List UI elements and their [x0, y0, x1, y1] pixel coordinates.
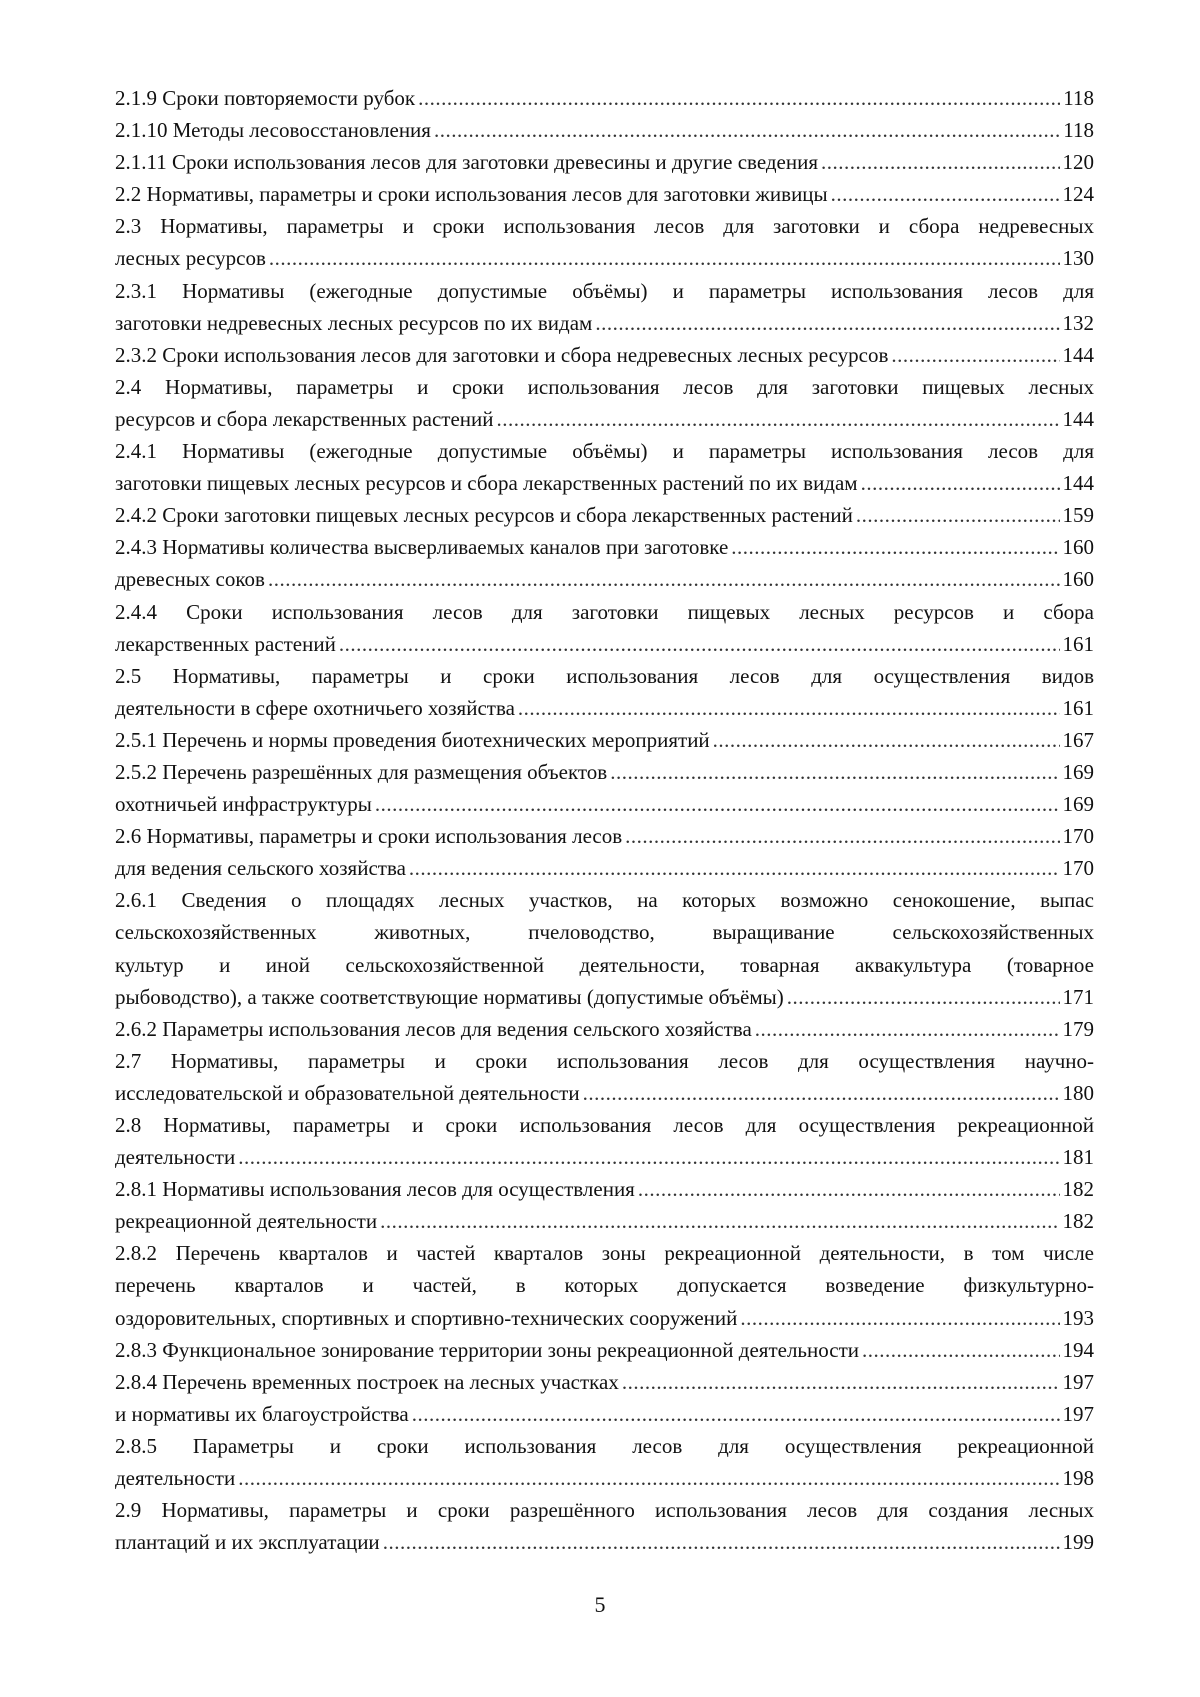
dot-leader [821, 146, 1060, 178]
toc-entry-line [115, 563, 1094, 595]
toc-page-number: 197 [1062, 1401, 1094, 1426]
toc-page-number: 169 [1062, 792, 1094, 817]
dot-leader [409, 852, 1060, 884]
toc-entry-line [115, 628, 1094, 660]
toc-entry-line [115, 1462, 1094, 1494]
toc-entry-text: и нормативы их благоустройства [115, 1401, 409, 1426]
toc-entry[interactable] [115, 1237, 1094, 1333]
toc-entry[interactable] [115, 1366, 1094, 1398]
toc-entry[interactable] [115, 1205, 1094, 1237]
toc-entry-text: перечень кварталов и частей, в которых допускается возведение физкультурно- [115, 1273, 1094, 1298]
toc-entry[interactable] [115, 531, 1094, 563]
toc-entry[interactable] [115, 852, 1094, 884]
dot-leader [583, 1077, 1060, 1109]
toc-entry-text: 2.4.4 Сроки использования лесов для заготовки пищевых лесных ресурсов и сбора [115, 599, 1094, 624]
toc-entry-text: рекреационной деятельности [115, 1209, 378, 1234]
toc-entry-line [115, 1366, 1094, 1398]
dot-leader [380, 1205, 1059, 1237]
toc-entry-text: 2.8.5 Параметры и сроки использования лесов для осуществления рекреационной [115, 1433, 1094, 1458]
toc-entry-line [115, 1302, 1094, 1334]
toc-entry[interactable] [115, 563, 1094, 595]
toc-entry[interactable] [115, 435, 1094, 499]
toc-entry-text: 2.1.11 Сроки использования лесов для заготовки древесины и другие сведения [115, 150, 818, 175]
toc-entry-text: рыбоводство), а также соответствующие нормативы (допустимые объёмы) [115, 984, 784, 1009]
page-number: 5 [594, 1592, 606, 1617]
dot-leader [625, 820, 1059, 852]
toc-entry-text: 2.7 Нормативы, параметры и сроки использования лесов для осуществления научно- [115, 1048, 1094, 1073]
toc-entry-line [115, 339, 1094, 371]
toc-entry-line [115, 756, 1094, 788]
toc-entry-text: 2.5.1 Перечень и нормы проведения биотехнических мероприятий [115, 727, 710, 752]
toc-entry[interactable] [115, 1045, 1094, 1109]
dot-leader [862, 1334, 1060, 1366]
dot-leader [339, 628, 1060, 660]
toc-page-number: 193 [1062, 1305, 1094, 1330]
toc-entry-text: 2.8.4 Перечень временных построек на лесных участках [115, 1369, 619, 1394]
toc-page-number: 170 [1062, 856, 1094, 881]
toc-page-number: 198 [1062, 1466, 1094, 1491]
toc-entry-text: 2.1.10 Методы лесовосстановления [115, 118, 431, 143]
toc-entry[interactable] [115, 339, 1094, 371]
toc-page-number: 132 [1062, 310, 1094, 335]
toc-page-number: 144 [1062, 342, 1094, 367]
toc-page-number: 171 [1062, 984, 1094, 1009]
toc-entry-text: деятельности в сфере охотничьего хозяйства [115, 695, 515, 720]
dot-leader [861, 467, 1060, 499]
dot-leader [787, 981, 1060, 1013]
toc-page-number: 161 [1062, 631, 1094, 656]
toc-page-number: 144 [1062, 471, 1094, 496]
toc-page-number: 167 [1062, 727, 1094, 752]
toc-entry-line [115, 146, 1094, 178]
dot-leader [383, 1526, 1060, 1558]
toc-entry-line [115, 1526, 1094, 1558]
toc-entry-text: заготовки пищевых лесных ресурсов и сбора лекарственных растений по их видам [115, 471, 858, 496]
toc-entry[interactable] [115, 114, 1094, 146]
toc-page-number: 160 [1062, 567, 1094, 592]
toc-entry-line [115, 114, 1094, 146]
toc-entry-text: 2.3.2 Сроки использования лесов для заготовки и сбора недревесных лесных ресурсов [115, 342, 889, 367]
toc-entry-text: 2.1.9 Сроки повторяемости рубок [115, 86, 416, 110]
dot-leader [238, 1141, 1059, 1173]
toc-entry-text: 2.6 Нормативы, параметры и сроки использования лесов [115, 824, 623, 849]
toc-entry-line [115, 531, 1094, 563]
toc-entry-text: 2.6.2 Параметры использования лесов для ведения сельского хозяйства [115, 1016, 752, 1041]
toc-page-number: 181 [1062, 1145, 1094, 1170]
toc-entry-text: 2.6.1 Сведения о площадях лесных участков, на которых возможно сенокошение, выпас [115, 888, 1094, 913]
toc-entry[interactable] [115, 1013, 1094, 1045]
toc-entry[interactable] [115, 660, 1094, 724]
toc-entry-text: 2.4 Нормативы, параметры и сроки использования лесов для заготовки пищевых лесных [115, 374, 1094, 399]
toc-entry-line [115, 820, 1094, 852]
toc-entry-text: лекарственных растений [115, 631, 336, 656]
table-of-contents [115, 82, 1094, 1558]
toc-entry-line [115, 178, 1094, 210]
toc-entry[interactable] [115, 1334, 1094, 1366]
toc-entry-text: охотничьей инфраструктуры [115, 792, 372, 817]
toc-entry-text: лесных ресурсов [115, 246, 266, 271]
dot-leader [856, 499, 1060, 531]
toc-entry[interactable] [115, 146, 1094, 178]
toc-page-number: 130 [1062, 246, 1094, 271]
toc-entry-text: 2.8 Нормативы, параметры и сроки использования лесов для осуществления рекреационной [115, 1113, 1094, 1137]
dot-leader [638, 1173, 1060, 1205]
toc-entry-line [115, 788, 1094, 820]
toc-entry-line [115, 307, 1094, 339]
toc-entry[interactable] [115, 1494, 1094, 1558]
toc-entry-text: заготовки недревесных лесных ресурсов по их видам [115, 310, 593, 335]
toc-entry[interactable] [115, 178, 1094, 210]
toc-entry[interactable] [115, 820, 1094, 852]
toc-entry-text: исследовательской и образовательной деятельности [115, 1080, 580, 1105]
toc-entry-line [115, 467, 1094, 499]
toc-entry-line [115, 724, 1094, 756]
toc-page-number: 182 [1062, 1177, 1094, 1202]
toc-entry-text: для ведения сельского хозяйства [115, 856, 406, 881]
dot-leader [831, 178, 1060, 210]
toc-entry-text: культур и иной сельскохозяйственной деятельности, товарная аквакультура (товарное [115, 952, 1094, 977]
dot-leader [610, 756, 1059, 788]
toc-entry[interactable] [115, 756, 1094, 788]
toc-entry-text: 2.8.2 Перечень кварталов и частей кварталов зоны рекреационной деятельности, в том числе [115, 1241, 1094, 1266]
toc-page-number: 120 [1062, 150, 1094, 175]
dot-leader [434, 114, 1060, 146]
toc-page-number: 180 [1062, 1080, 1094, 1105]
toc-entry[interactable] [115, 596, 1094, 660]
toc-page-number: 179 [1062, 1016, 1094, 1041]
toc-entry[interactable] [115, 788, 1094, 820]
toc-entry-line [115, 1141, 1094, 1173]
toc-page-number: 144 [1062, 406, 1094, 431]
toc-entry-text: 2.4.1 Нормативы (ежегодные допустимые объёмы) и параметры использования лесов для [115, 439, 1094, 464]
toc-entry-line [115, 1077, 1094, 1109]
toc-entry-text: 2.3 Нормативы, параметры и сроки использования лесов для заготовки и сбора недревесных [115, 214, 1094, 239]
dot-leader [755, 1013, 1060, 1045]
dot-leader [595, 307, 1059, 339]
toc-entry-text: 2.9 Нормативы, параметры и сроки разрешённого использования лесов для создания лесных [115, 1498, 1094, 1523]
toc-entry-text: ресурсов и сбора лекарственных растений [115, 406, 494, 431]
toc-entry-line [115, 981, 1094, 1013]
toc-entry-line [115, 1398, 1094, 1430]
toc-entry-line [115, 82, 1094, 114]
toc-page-number: 124 [1062, 182, 1094, 207]
toc-entry[interactable] [115, 724, 1094, 756]
toc-entry-text: 2.4.3 Нормативы количества высверливаемых каналов при заготовке [115, 535, 729, 560]
toc-entry-text: 2.5 Нормативы, параметры и сроки использования лесов для осуществления видов [115, 663, 1094, 688]
dot-leader [269, 242, 1060, 274]
toc-page-number: 161 [1062, 695, 1094, 720]
toc-entry-text: 2.8.1 Нормативы использования лесов для осуществления [115, 1177, 635, 1202]
toc-entry[interactable] [115, 1173, 1094, 1205]
dot-leader [713, 724, 1060, 756]
toc-page-number: 197 [1062, 1369, 1094, 1394]
toc-entry-text: 2.4.2 Сроки заготовки пищевых лесных ресурсов и сбора лекарственных растений [115, 503, 853, 528]
toc-entry[interactable] [115, 1430, 1094, 1494]
toc-entry-text: 2.8.3 Функциональное зонирование территории зоны рекреационной деятельности [115, 1337, 859, 1362]
dot-leader [731, 531, 1059, 563]
toc-page-number: 118 [1063, 86, 1094, 110]
dot-leader [268, 563, 1060, 595]
toc-entry-line [115, 852, 1094, 884]
toc-entry-line [115, 1013, 1094, 1045]
toc-page-number: 199 [1062, 1530, 1094, 1555]
toc-page-number: 118 [1063, 118, 1094, 143]
toc-entry[interactable] [115, 210, 1094, 274]
dot-leader [418, 82, 1060, 114]
toc-entry-line [115, 1205, 1094, 1237]
toc-entry-text: оздоровительных, спортивных и спортивно-технических сооружений [115, 1305, 738, 1330]
toc-entry-line [115, 242, 1094, 274]
toc-page-number: 169 [1062, 759, 1094, 784]
dot-leader [412, 1398, 1060, 1430]
toc-entry-text: деятельности [115, 1145, 236, 1170]
toc-page-number: 160 [1062, 535, 1094, 560]
toc-entry[interactable] [115, 371, 1094, 435]
dot-leader [891, 339, 1059, 371]
toc-page-number: 194 [1062, 1337, 1094, 1362]
dot-leader [740, 1302, 1059, 1334]
toc-entry-line [115, 692, 1094, 724]
toc-entry[interactable] [115, 1398, 1094, 1430]
dot-leader [622, 1366, 1060, 1398]
toc-entry[interactable] [115, 884, 1094, 1012]
toc-entry-text: 2.2 Нормативы, параметры и сроки использования лесов для заготовки живицы [115, 182, 828, 207]
toc-entry[interactable] [115, 275, 1094, 339]
dot-leader [238, 1462, 1059, 1494]
toc-entry-line [115, 499, 1094, 531]
toc-entry[interactable] [115, 1109, 1094, 1173]
toc-entry[interactable] [115, 499, 1094, 531]
toc-page-number: 170 [1062, 824, 1094, 849]
toc-entry-text: деятельности [115, 1466, 236, 1491]
toc-entry-line [115, 1334, 1094, 1366]
dot-leader [497, 403, 1060, 435]
toc-entry-line [115, 1173, 1094, 1205]
toc-entry-text: сельскохозяйственных животных, пчеловодство, выращивание сельскохозяйственных [115, 920, 1094, 945]
dot-leader [518, 692, 1060, 724]
toc-entry[interactable] [115, 82, 1094, 114]
dot-leader [375, 788, 1060, 820]
toc-entry-text: древесных соков [115, 567, 265, 592]
toc-entry-text: 2.5.2 Перечень разрешённых для размещения объектов [115, 759, 608, 784]
toc-page-number: 159 [1062, 503, 1094, 528]
toc-entry-text: плантаций и их эксплуатации [115, 1530, 380, 1555]
toc-entry-text: 2.3.1 Нормативы (ежегодные допустимые объёмы) и параметры использования лесов для [115, 278, 1094, 303]
toc-page-number: 182 [1062, 1209, 1094, 1234]
toc-entry-line [115, 403, 1094, 435]
